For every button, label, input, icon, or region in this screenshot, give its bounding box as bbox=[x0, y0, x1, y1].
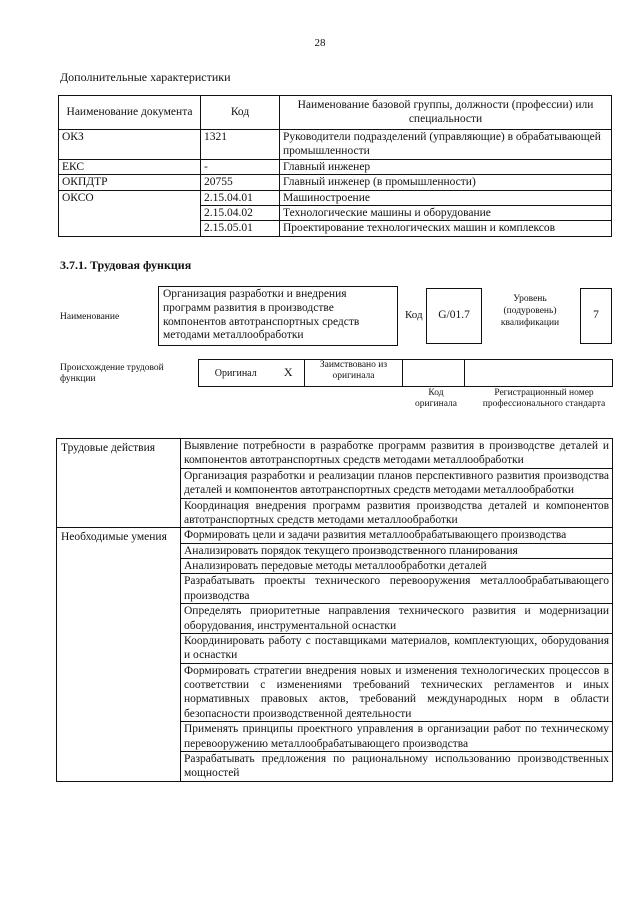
qualification-level-box: 7 bbox=[580, 288, 612, 344]
origin-code-caption: Код оригинала bbox=[415, 388, 457, 410]
header-group-name: Наименование базовой группы, должности (профессии) или специальности bbox=[280, 96, 612, 130]
list-item: Определять приоритетные направления технического развития и модернизации оборудования, инструментальной оснастки bbox=[181, 604, 613, 634]
list-item: Формировать цели и задачи развития металлообрабатывающего производства bbox=[181, 528, 613, 543]
list-item: Разрабатывать проекты технического перевооружения металлообрабатывающего производства bbox=[181, 574, 613, 604]
row-code: 20755 bbox=[201, 175, 280, 190]
section-heading: Дополнительные характеристики bbox=[60, 70, 231, 84]
list-item: Разрабатывать предложения по рациональному использованию производственных мощностей bbox=[181, 751, 613, 781]
function-name-box: Организация разработки и внедрения программ развития в производстве компонентов автотранспортных средств методами металлообработки bbox=[158, 286, 398, 346]
table-row bbox=[57, 528, 613, 543]
list-item: Организация разработки и реализации планов перспективного развития производства деталей и компонентов автотранспортных средств методами металлообработки bbox=[181, 468, 613, 498]
required-skills-label: Необходимые умения bbox=[57, 528, 181, 781]
row-code: 2.15.05.01 bbox=[201, 221, 280, 236]
list-item: Применять принципы проектного управления в организации работ по техническому перевооружению металлообрабатывающего производства bbox=[181, 722, 613, 752]
row-name: Проектирование технологических машин и комплексов bbox=[280, 221, 612, 236]
origin-code-cell bbox=[403, 360, 465, 387]
function-name-label: Наименование bbox=[60, 312, 120, 322]
row-code: - bbox=[201, 159, 280, 174]
table-row bbox=[59, 175, 612, 190]
qualification-level-label: Уровень (подуровень) квалификации bbox=[500, 294, 560, 328]
function-origin-label: Происхождение трудовой функции bbox=[60, 363, 164, 384]
table-header-row bbox=[59, 96, 612, 130]
list-item: Формировать стратегии внедрения новых и изменения технологических процессов в соответствии с изменениями требований технических регламентов и иных нормативных правовых актов, требований международных норм в области безопасности производственной деятельности bbox=[181, 663, 613, 722]
header-document: Наименование документа bbox=[59, 96, 201, 130]
row-document: ОКПДТР bbox=[59, 175, 201, 190]
list-item: Анализировать передовые методы металлообработки деталей bbox=[181, 559, 613, 574]
row-name: Технологические машины и оборудование bbox=[280, 205, 612, 220]
page-number: 28 bbox=[314, 37, 326, 49]
list-item: Выявление потребности в разработке программ развития в производстве деталей и компонентов автотранспортных средств методами металлообработки bbox=[181, 439, 613, 469]
additional-characteristics-table bbox=[58, 95, 612, 237]
row-document: ЕКС bbox=[59, 159, 201, 174]
origin-original-cell: Оригинал bbox=[199, 360, 273, 387]
origin-reg-caption: Регистрационный номер профессионального стандарта bbox=[482, 388, 606, 410]
header-code: Код bbox=[201, 96, 280, 130]
row-code: 2.15.04.02 bbox=[201, 205, 280, 220]
row-name: Руководители подразделений (управляющие) в обрабатывающей промышленности bbox=[280, 130, 612, 160]
function-origin-table bbox=[198, 359, 613, 387]
row-name: Машиностроение bbox=[280, 190, 612, 205]
origin-mark: X bbox=[273, 360, 305, 387]
labor-function-table bbox=[56, 438, 613, 782]
function-code-box: G/01.7 bbox=[426, 288, 482, 344]
labor-function-heading: 3.7.1. Трудовая функция bbox=[60, 258, 192, 272]
list-item: Анализировать порядок текущего производственного планирования bbox=[181, 543, 613, 558]
row-document: ОКЗ bbox=[59, 130, 201, 160]
row-document: ОКСО bbox=[59, 190, 201, 236]
origin-reg-number-cell bbox=[465, 360, 613, 387]
row-name: Главный инженер bbox=[280, 159, 612, 174]
labor-actions-label: Трудовые действия bbox=[57, 439, 181, 528]
origin-borrowed-cell: Заимствовано из оригинала bbox=[305, 360, 403, 387]
row-code: 1321 bbox=[201, 130, 280, 160]
table-row bbox=[57, 439, 613, 469]
row-code: 2.15.04.01 bbox=[201, 190, 280, 205]
table-row bbox=[59, 130, 612, 160]
table-row bbox=[59, 190, 612, 205]
function-code-label: Код bbox=[405, 309, 423, 321]
row-name: Главный инженер (в промышленности) bbox=[280, 175, 612, 190]
list-item: Координировать работу с поставщиками материалов, комплектующих, оборудования и оснастки bbox=[181, 633, 613, 663]
list-item: Координация внедрения программ развития производства деталей и компонентов автотранспортных средств методами металлообработки bbox=[181, 498, 613, 528]
table-row bbox=[59, 159, 612, 174]
